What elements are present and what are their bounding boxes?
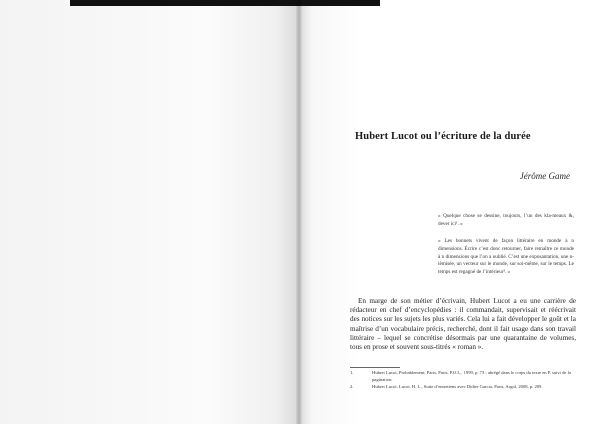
- chapter-author: Jérôme Game: [519, 171, 570, 181]
- body-paragraph: [350, 297, 576, 352]
- footnote-text: Hubert Lucot, Probablement, Paris, Paris, P.O.L., 1999, p. 73 ; abrégé dans le corps du texte en P, suivi de la pagination.: [372, 370, 571, 382]
- epigraph-quote-2: [438, 238, 574, 277]
- right-page: [300, 0, 600, 424]
- book-gutter: [296, 0, 302, 424]
- footnote-text: Hubert Lucot, Lucot, H. L., Suite d’entretiens avec Didier Garcia, Paris, Argol, 2008, p. 209.: [372, 384, 543, 390]
- paragraph-text: En marge de son métier d’écrivain, Hubert Lucot a eu une carrière de rédacteur en chef d’encyclopédies : il commandait, supervisait et réécrivait des notices sur les sujets les plus variés. Cela lui a fait développer le goût et la maîtrise d’un vocabulaire précis, recherché, dont il fait usage dans son travail littéraire – lequel se concrétise désormais par une quarantaine de volumes, tous en prose et souvent sous-titrés « roman ».: [350, 297, 576, 352]
- scan-border-top: [70, 0, 380, 6]
- footnote-number: 2.: [350, 384, 354, 390]
- epigraph-quote-1: [438, 213, 574, 229]
- chapter-title: Hubert Lucot ou l’écriture de la durée: [355, 131, 531, 142]
- footnote: [350, 384, 576, 391]
- epigraph-text: « Quelque chose se dessine, toujours, l’un des kla-meaux &, dever ici¹. »: [438, 213, 574, 227]
- footnote-rule: [350, 367, 400, 368]
- footnote: [350, 370, 576, 384]
- footnotes: [350, 370, 576, 391]
- epigraph-text: « Les bonnets vivent de façon littéraire en monde à n dimensions. Écrire c’est donc retourner, faire remaître ce monde à n dimensions que l’on a oublié. C’est une exposantation, une n-ièmisée, un vecteur sur le monde, sur soi-même, sur le temps. Le temps est regagné de l’intérieur². »: [438, 238, 574, 276]
- footnote-number: 1.: [350, 370, 354, 375]
